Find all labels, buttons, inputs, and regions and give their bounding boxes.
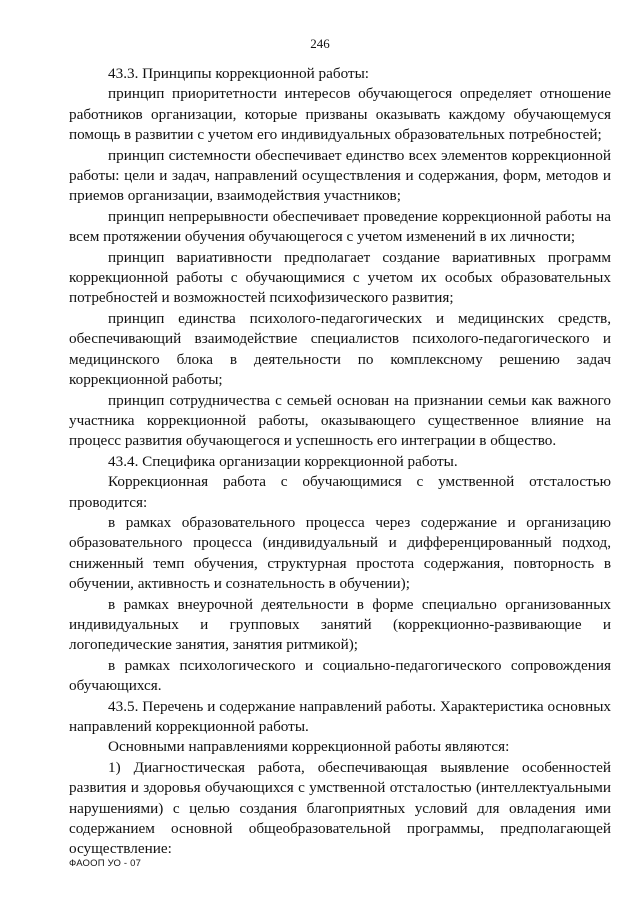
paragraph: принцип системности обеспечивает единство всех элементов коррекционной работы: цели и задач, направлений осуществления и содержания, форм, методов и приемов организации, взаимодействия участников;: [69, 146, 611, 205]
paragraph: в рамках образовательного процесса через содержание и организацию образовательного процесса (индивидуальный и дифференцированный подход, сниженный темп обучения, структурная простота содержания, повторность в обучении, активность и сознательность в обучении);: [69, 513, 611, 593]
paragraph: в рамках внеурочной деятельности в форме специально организованных индивидуальных и групповых занятий (коррекционно-развивающие и логопедические занятия, занятия ритмикой);: [69, 595, 611, 654]
paragraph: Коррекционная работа с обучающимися с умственной отсталостью проводится:: [69, 473, 611, 511]
page-number: 246: [310, 36, 330, 51]
section-heading-43-4: 43.4. Специфика организации коррекционной работы.: [108, 452, 458, 470]
paragraph: принцип вариативности предполагает создание вариативных программ коррекционной работы с обучающимися с учетом их особых образовательных потребностей и возможностей психофизического развития;: [69, 248, 611, 307]
paragraph: принцип сотрудничества с семьей основан на признании семьи как важного участника коррекционной работы, оказывающего существенное влияние на процесс развития обучающегося и успешность его интеграции в общество.: [69, 391, 611, 450]
section-heading-43-5: 43.5. Перечень и содержание направлений работы. Характеристика основных направлений коррекционной работы.: [69, 697, 611, 735]
section-heading-43-3: 43.3. Принципы коррекционной работы:: [108, 65, 370, 82]
paragraph: принцип единства психолого-педагогических и медицинских средств, обеспечивающий взаимодействие специалистов психолого-педагогического и медицинского блока в деятельности по комплексному решению задач коррекционной работы;: [69, 309, 611, 389]
page-footer: ФАООП УО - 07: [69, 858, 142, 869]
paragraph: в рамках психологического и социально-педагогического сопровождения обучающихся.: [69, 656, 611, 695]
paragraph: принцип приоритетности интересов обучающегося определяет отношение работников организации, которые призваны оказывать каждому обучающемуся помощь в развитии с учетом его индивидуальных образовательных потребностей;: [69, 85, 611, 144]
paragraph: Основными направлениями коррекционной работы являются:: [108, 738, 510, 756]
paragraph: принцип непрерывности обеспечивает проведение коррекционной работы на всем протяжении обучения обучающегося с учетом изменений в их личности;: [69, 207, 611, 246]
paragraph: 1) Диагностическая работа, обеспечивающая выявление особенностей развития и здоровья обучающихся с умственной отсталостью (интеллектуальными нарушениями) с целью создания благоприятных условий для овладения ими содержанием основной общеобразовательной программы, предполагающей осуществление:: [69, 758, 611, 858]
document-body: [69, 64, 611, 860]
